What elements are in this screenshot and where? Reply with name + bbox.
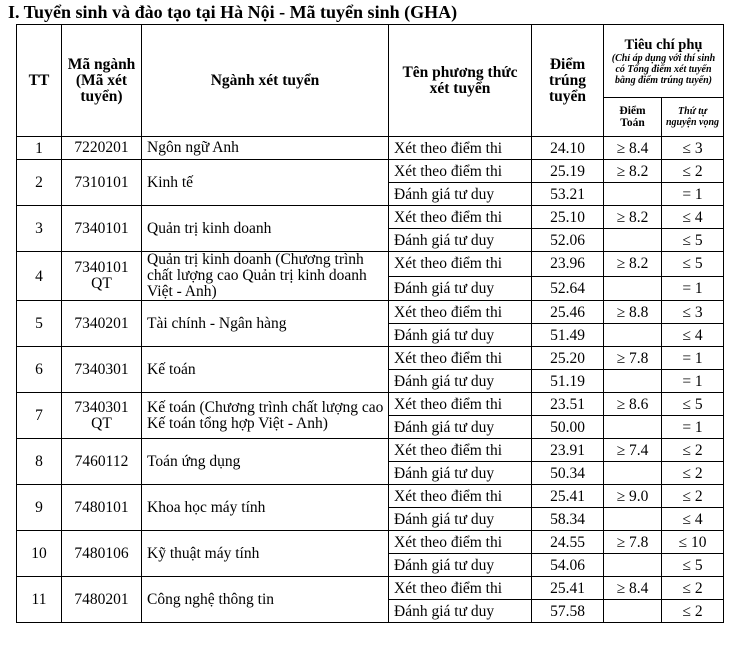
table-row	[17, 252, 724, 277]
cell-phuong-thuc: Xét theo điểm thi	[389, 485, 532, 508]
cell-thu-tu: ≤ 10	[662, 531, 724, 554]
cell-thu-tu: = 1	[662, 183, 724, 206]
cell-diem-toan	[604, 324, 662, 347]
cell-thu-tu: ≤ 4	[662, 324, 724, 347]
cell-nganh: Quản trị kinh doanh (Chương trình chất lượng cao Quản trị kinh doanh Việt - Anh)	[142, 252, 389, 301]
cell-diem-toan: ≥ 8.4	[604, 577, 662, 600]
table-row	[17, 393, 724, 416]
cell-diem-toan: ≥ 8.2	[604, 206, 662, 229]
cell-ma-nganh: 7340201	[62, 301, 142, 347]
cell-phuong-thuc: Xét theo điểm thi	[389, 577, 532, 600]
table-row	[17, 347, 724, 370]
cell-thu-tu: ≤ 2	[662, 600, 724, 623]
cell-tt: 7	[17, 393, 62, 439]
cell-thu-tu: ≤ 4	[662, 206, 724, 229]
cell-thu-tu: ≤ 5	[662, 229, 724, 252]
cell-diem-toan	[604, 416, 662, 439]
cell-phuong-thuc: Xét theo điểm thi	[389, 531, 532, 554]
cell-diem: 53.21	[532, 183, 604, 206]
cell-ma-nganh: 7480201	[62, 577, 142, 623]
cell-phuong-thuc: Xét theo điểm thi	[389, 206, 532, 229]
cell-diem: 24.10	[532, 137, 604, 160]
cell-phuong-thuc: Đánh giá tư duy	[389, 508, 532, 531]
cell-diem-toan: ≥ 8.2	[604, 160, 662, 183]
cell-nganh: Toán ứng dụng	[142, 439, 389, 485]
cell-thu-tu: = 1	[662, 276, 724, 301]
cell-diem-toan	[604, 370, 662, 393]
header-tt: TT	[17, 25, 62, 137]
table-row	[17, 577, 724, 600]
cell-diem-toan	[604, 600, 662, 623]
cell-ma-nganh: 7340101 QT	[62, 252, 142, 301]
cell-ma-nganh: 7340301	[62, 347, 142, 393]
cell-diem: 23.96	[532, 252, 604, 277]
cell-thu-tu: ≤ 5	[662, 393, 724, 416]
cell-diem: 25.19	[532, 160, 604, 183]
cell-tt: 6	[17, 347, 62, 393]
cell-ma-nganh: 7480101	[62, 485, 142, 531]
cell-nganh: Công nghệ thông tin	[142, 577, 389, 623]
header-diem-toan: Điểm Toán	[604, 98, 662, 137]
cell-thu-tu: ≤ 2	[662, 462, 724, 485]
cell-diem: 50.00	[532, 416, 604, 439]
cell-diem-toan	[604, 229, 662, 252]
cell-ma-nganh: 7340301 QT	[62, 393, 142, 439]
cell-phuong-thuc: Xét theo điểm thi	[389, 301, 532, 324]
header-nganh: Ngành xét tuyển	[142, 25, 389, 137]
cell-nganh: Tài chính - Ngân hàng	[142, 301, 389, 347]
cell-ma-nganh: 7460112	[62, 439, 142, 485]
cell-phuong-thuc: Xét theo điểm thi	[389, 439, 532, 462]
admission-table	[16, 24, 724, 623]
cell-diem-toan	[604, 462, 662, 485]
cell-diem: 51.19	[532, 370, 604, 393]
header-tieu-chi-title: Tiêu chí phụ	[624, 36, 703, 53]
table-row	[17, 137, 724, 160]
cell-phuong-thuc: Xét theo điểm thi	[389, 252, 532, 277]
cell-nganh: Kỹ thuật máy tính	[142, 531, 389, 577]
cell-diem: 51.49	[532, 324, 604, 347]
cell-thu-tu: ≤ 5	[662, 554, 724, 577]
cell-diem-toan: ≥ 7.8	[604, 531, 662, 554]
cell-diem: 54.06	[532, 554, 604, 577]
cell-diem: 52.64	[532, 276, 604, 301]
cell-diem-toan: ≥ 9.0	[604, 485, 662, 508]
cell-thu-tu: = 1	[662, 347, 724, 370]
cell-diem: 24.55	[532, 531, 604, 554]
header-thu-tu: Thứ tự nguyện vọng	[662, 98, 724, 137]
cell-diem-toan: ≥ 8.6	[604, 393, 662, 416]
cell-phuong-thuc: Đánh giá tư duy	[389, 600, 532, 623]
cell-diem-toan: ≥ 8.8	[604, 301, 662, 324]
cell-diem: 25.41	[532, 485, 604, 508]
table-row	[17, 301, 724, 324]
cell-thu-tu: ≤ 2	[662, 160, 724, 183]
header-diem: Điểm trúng tuyển	[532, 25, 604, 137]
section-title: I. Tuyển sinh và đào tạo tại Hà Nội - Mã tuyển sinh (GHA)	[8, 2, 458, 22]
cell-nganh: Kế toán	[142, 347, 389, 393]
cell-diem-toan	[604, 276, 662, 301]
cell-thu-tu: ≤ 3	[662, 301, 724, 324]
cell-tt: 11	[17, 577, 62, 623]
header-ma-nganh: Mã ngành (Mã xét tuyển)	[62, 25, 142, 137]
cell-phuong-thuc: Đánh giá tư duy	[389, 462, 532, 485]
cell-phuong-thuc: Đánh giá tư duy	[389, 276, 532, 301]
cell-tt: 9	[17, 485, 62, 531]
cell-phuong-thuc: Đánh giá tư duy	[389, 370, 532, 393]
header-tieu-chi	[604, 25, 724, 98]
table-row	[17, 485, 724, 508]
cell-phuong-thuc: Đánh giá tư duy	[389, 554, 532, 577]
cell-phuong-thuc: Xét theo điểm thi	[389, 393, 532, 416]
cell-diem: 23.51	[532, 393, 604, 416]
cell-diem: 58.34	[532, 508, 604, 531]
cell-nganh: Khoa học máy tính	[142, 485, 389, 531]
cell-thu-tu: ≤ 3	[662, 137, 724, 160]
cell-ma-nganh: 7480106	[62, 531, 142, 577]
cell-nganh: Ngôn ngữ Anh	[142, 137, 389, 160]
cell-phuong-thuc: Đánh giá tư duy	[389, 229, 532, 252]
cell-thu-tu: ≤ 4	[662, 508, 724, 531]
cell-diem-toan	[604, 554, 662, 577]
cell-ma-nganh: 7310101	[62, 160, 142, 206]
table-row	[17, 531, 724, 554]
header-tieu-chi-note: (Chỉ áp dụng với thí sinh có Tổng điểm xét tuyển bằng điểm trúng tuyển)	[611, 52, 716, 86]
cell-ma-nganh: 7340101	[62, 206, 142, 252]
cell-thu-tu: ≤ 2	[662, 439, 724, 462]
table-row	[17, 439, 724, 462]
cell-diem: 52.06	[532, 229, 604, 252]
cell-thu-tu: ≤ 5	[662, 252, 724, 277]
cell-diem: 25.20	[532, 347, 604, 370]
table-row	[17, 160, 724, 183]
cell-diem-toan: ≥ 7.8	[604, 347, 662, 370]
cell-phuong-thuc: Xét theo điểm thi	[389, 160, 532, 183]
cell-diem-toan: ≥ 8.4	[604, 137, 662, 160]
cell-tt: 10	[17, 531, 62, 577]
cell-diem-toan	[604, 183, 662, 206]
cell-tt: 5	[17, 301, 62, 347]
cell-phuong-thuc: Xét theo điểm thi	[389, 137, 532, 160]
cell-diem: 25.41	[532, 577, 604, 600]
cell-nganh: Kế toán (Chương trình chất lượng cao Kế toán tổng hợp Việt - Anh)	[142, 393, 389, 439]
cell-nganh: Kinh tế	[142, 160, 389, 206]
cell-diem-toan: ≥ 7.4	[604, 439, 662, 462]
cell-diem: 57.58	[532, 600, 604, 623]
table-body	[17, 137, 724, 623]
cell-thu-tu: = 1	[662, 416, 724, 439]
cell-tt: 1	[17, 137, 62, 160]
cell-diem-toan	[604, 508, 662, 531]
cell-phuong-thuc: Đánh giá tư duy	[389, 183, 532, 206]
cell-diem: 25.10	[532, 206, 604, 229]
cell-phuong-thuc: Đánh giá tư duy	[389, 324, 532, 347]
table-row	[17, 206, 724, 229]
cell-phuong-thuc: Đánh giá tư duy	[389, 416, 532, 439]
cell-thu-tu: ≤ 2	[662, 485, 724, 508]
header-phuong-thuc: Tên phương thức xét tuyển	[389, 25, 532, 137]
cell-thu-tu: ≤ 2	[662, 577, 724, 600]
cell-phuong-thuc: Xét theo điểm thi	[389, 347, 532, 370]
cell-tt: 8	[17, 439, 62, 485]
cell-ma-nganh: 7220201	[62, 137, 142, 160]
cell-diem: 23.91	[532, 439, 604, 462]
cell-thu-tu: = 1	[662, 370, 724, 393]
cell-diem-toan: ≥ 8.2	[604, 252, 662, 277]
cell-diem: 25.46	[532, 301, 604, 324]
cell-tt: 2	[17, 160, 62, 206]
cell-tt: 4	[17, 252, 62, 301]
cell-diem: 50.34	[532, 462, 604, 485]
cell-nganh: Quản trị kinh doanh	[142, 206, 389, 252]
cell-tt: 3	[17, 206, 62, 252]
